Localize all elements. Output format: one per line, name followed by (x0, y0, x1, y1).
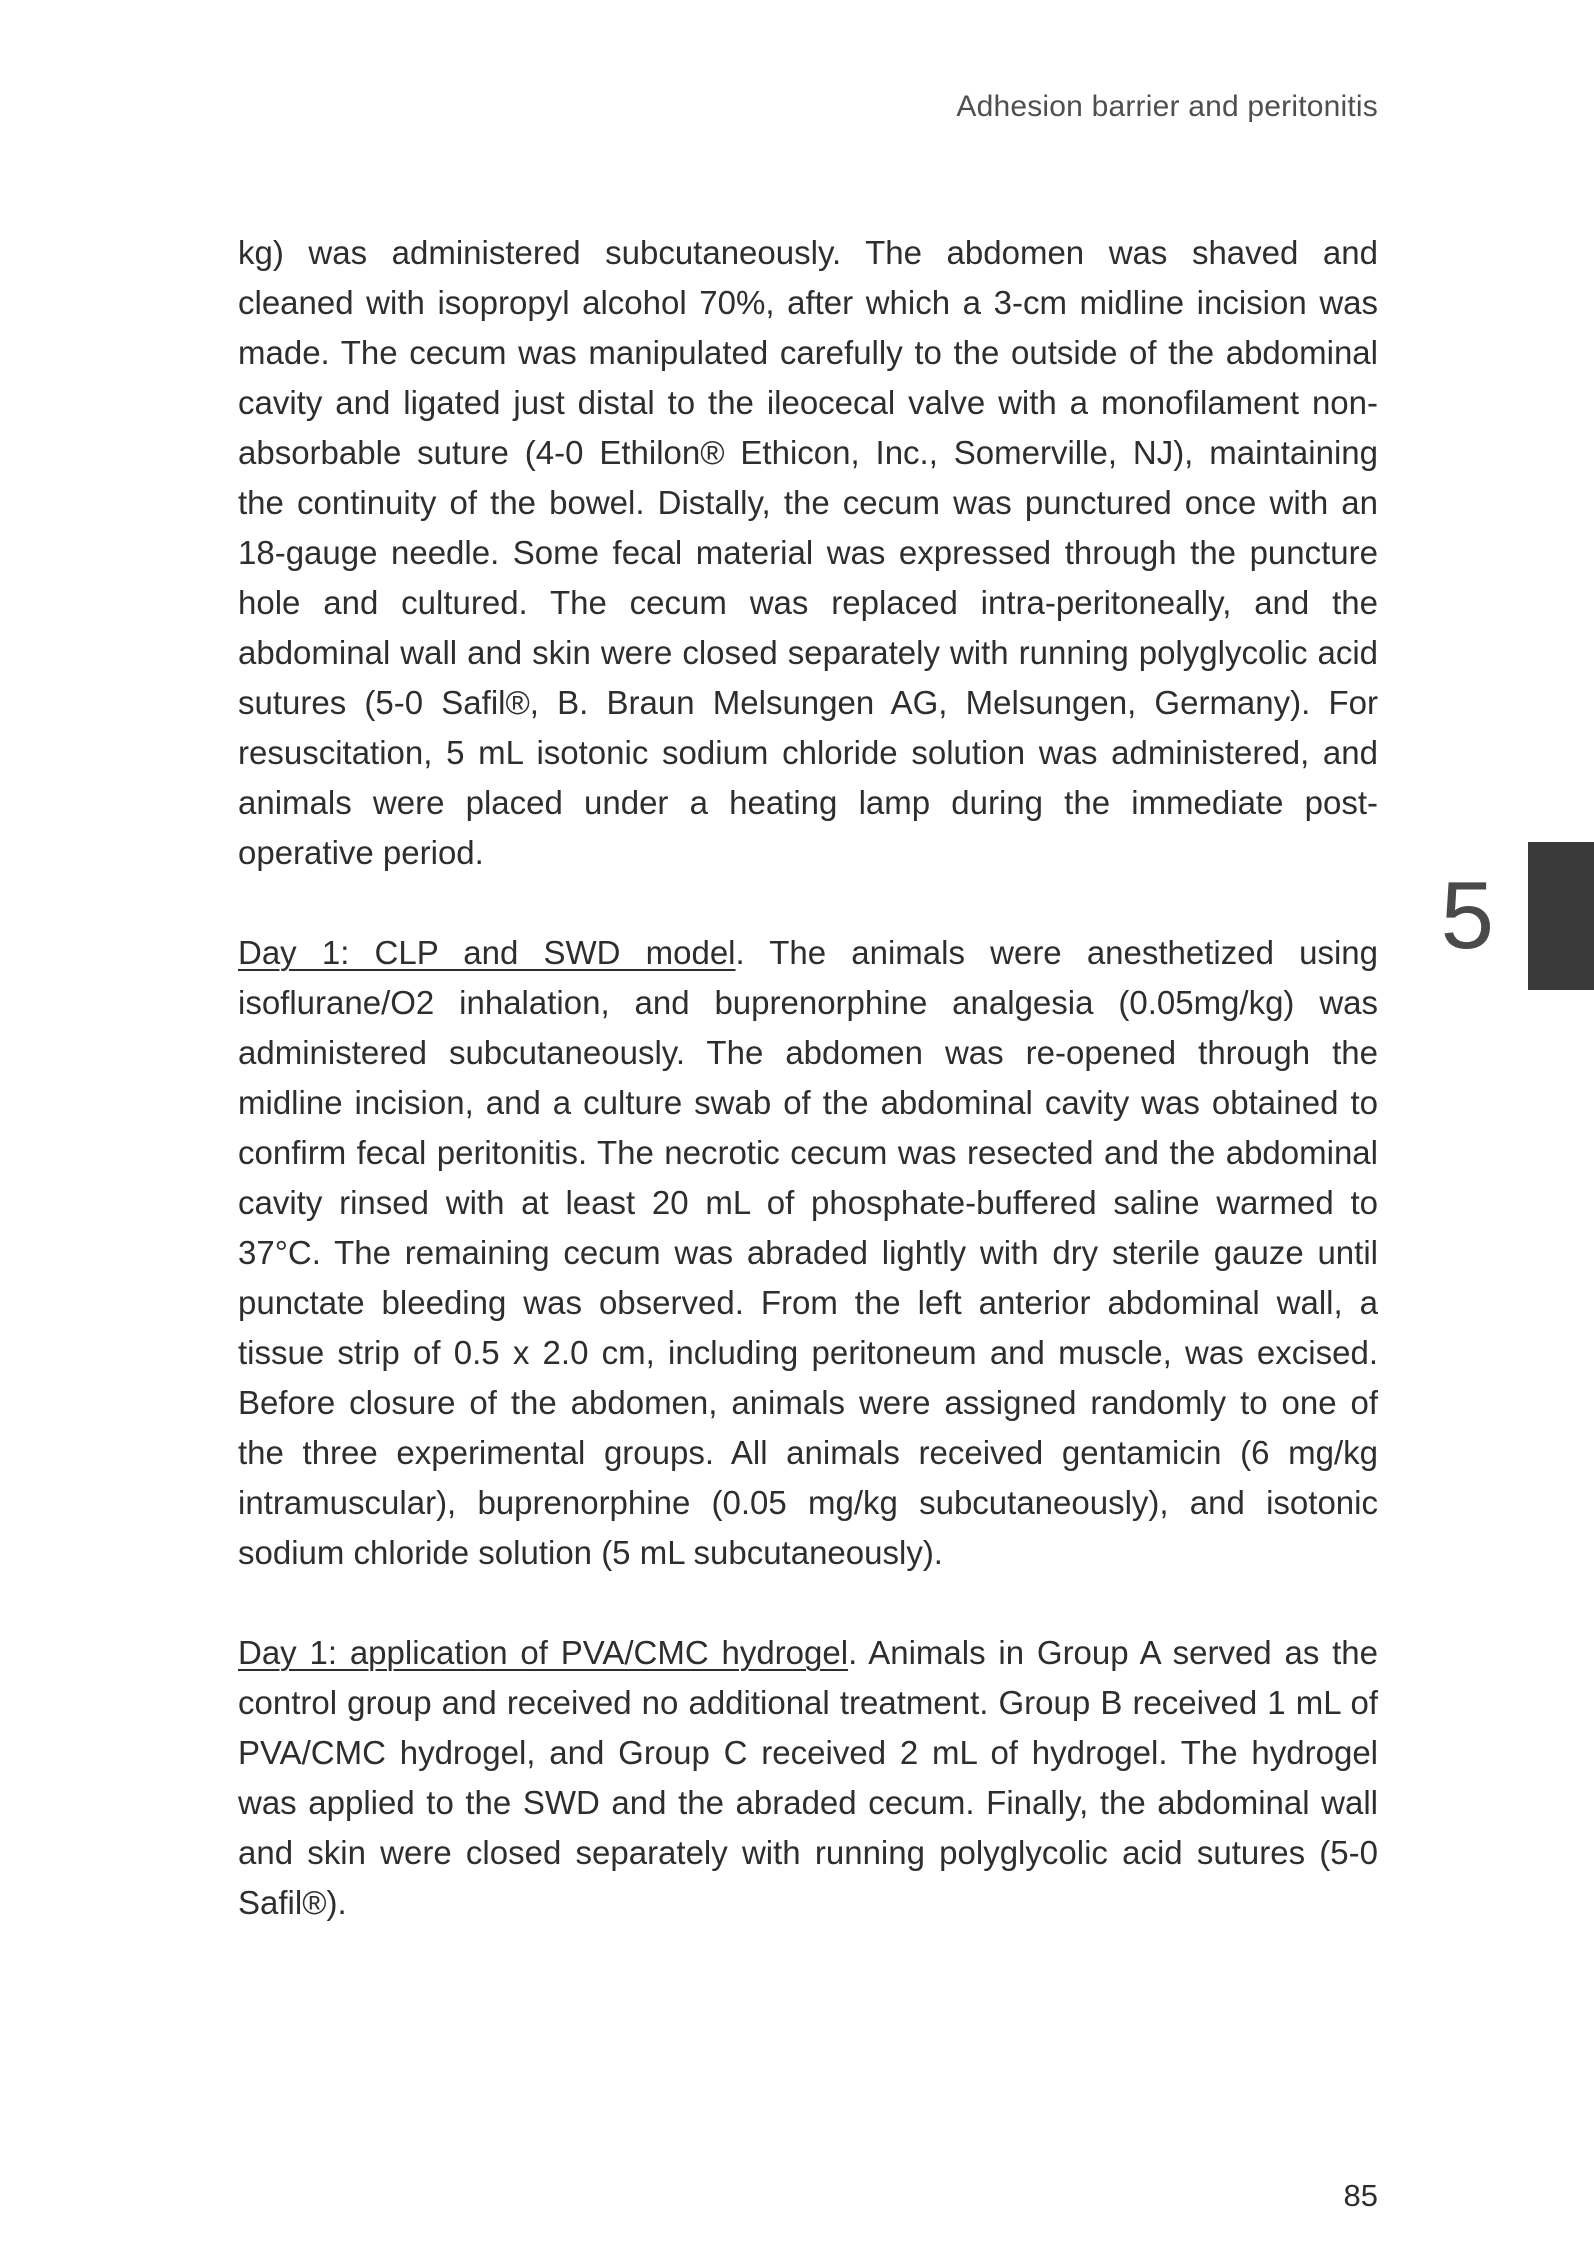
underlined-lead: Day 1: application of PVA/CMC hydrogel (238, 1634, 849, 1671)
chapter-number: 5 (1440, 862, 1494, 969)
chapter-tab-bar (1528, 842, 1594, 990)
paragraph-text: kg) was administered subcutaneously. The abdomen was shaved and cleaned with isopropyl alcohol 70%, after which a 3-cm midline incision was made. The cecum was manipulated carefully to the outside of the abdominal cavity and ligated just distal to the ileocecal valve with a monofilament non-absorbable suture (4-0 Ethilon® Ethicon, Inc., Somerville, NJ), maintaining the continuity of the bowel. Distally, the cecum was punctured once with an 18-gauge needle. Some fecal material was expressed through the puncture hole and cultured. The cecum was replaced intra-peritoneally, and the abdominal wall and skin were closed separately with running polyglycolic acid sutures (5-0 Safil®, B. Braun Melsungen AG, Melsungen, Germany). For resuscitation, 5 mL isotonic sodium chloride solution was administered, and animals were placed under a heating lamp during the immediate post-operative period. (238, 234, 1378, 871)
paragraph-day1-hydrogel (238, 1628, 1378, 1928)
underlined-lead: Day 1: CLP and SWD model (238, 934, 736, 971)
running-header: Adhesion barrier and peritonitis (956, 90, 1378, 123)
paragraph-methods (238, 228, 1378, 878)
paragraph-day1-clp-swd (238, 928, 1378, 1578)
body-text (238, 228, 1378, 1928)
paragraph-text: . Animals in Group A served as the control group and received no additional treatment. Group B received 1 mL of PVA/CMC hydrogel, and Group C received 2 mL of hydrogel. The hydrogel was applied to the SWD and the abraded cecum. Finally, the abdominal wall and skin were closed separately with running polyglycolic acid sutures (5-0 Safil®). (238, 1634, 1378, 1921)
page-number: 85 (1343, 2178, 1378, 2213)
paragraph-text: . The animals were anesthetized using isoflurane/O2 inhalation, and buprenorphine analgesia (0.05mg/kg) was administered subcutaneously. The abdomen was re-opened through the midline incision, and a culture swab of the abdominal cavity was obtained to confirm fecal peritonitis. The necrotic cecum was resected and the abdominal cavity rinsed with at least 20 mL of phosphate-buffered saline warmed to 37°C. The remaining cecum was abraded lightly with dry sterile gauze until punctate bleeding was observed. From the left anterior abdominal wall, a tissue strip of 0.5 x 2.0 cm, including peritoneum and muscle, was excised. Before closure of the abdomen, animals were assigned randomly to one of the three experimental groups. All animals received gentamicin (6 mg/kg intramuscular), buprenorphine (0.05 mg/kg subcutaneously), and isotonic sodium chloride solution (5 mL subcutaneously). (238, 934, 1379, 1571)
